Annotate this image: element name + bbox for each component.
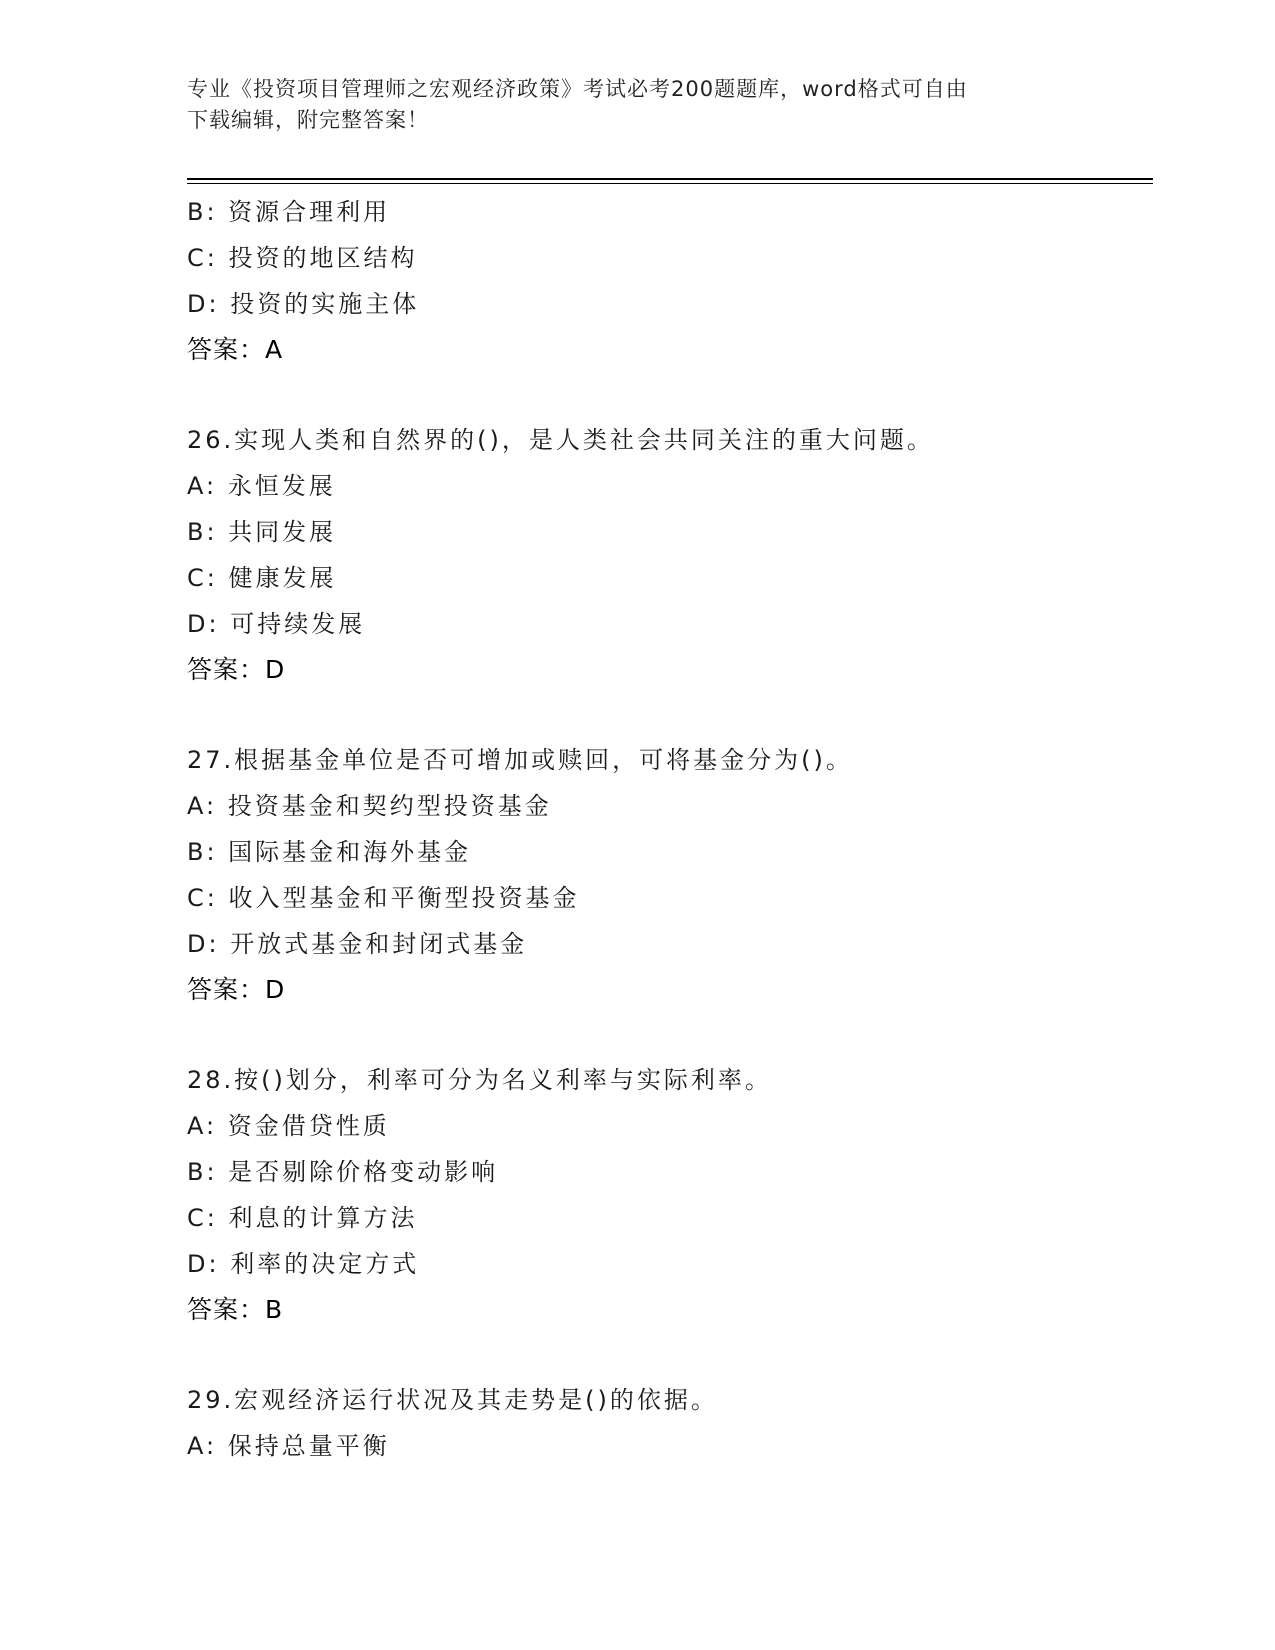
- option-a: A: 永恒发展: [187, 472, 336, 500]
- question-continuation: [187, 189, 1147, 373]
- answer-line: 答案：D: [187, 655, 286, 684]
- question-29: [187, 1377, 1147, 1469]
- option-c: C: 投资的地区结构: [187, 244, 418, 272]
- question-stem: 26.实现人类和自然界的()，是人类社会共同关注的重大问题。: [187, 426, 934, 454]
- answer-line: 答案：A: [187, 335, 284, 364]
- option-a: A: 投资基金和契约型投资基金: [187, 792, 552, 820]
- header-divider-thick: [187, 178, 1153, 180]
- header-divider-thin: [187, 183, 1153, 184]
- option-c: C: 健康发展: [187, 564, 337, 592]
- question-26: [187, 417, 1147, 693]
- option-d: D: 可持续发展: [187, 610, 366, 638]
- document-header: [187, 74, 1087, 136]
- question-stem: 28.按()划分，利率可分为名义利率与实际利率。: [187, 1066, 772, 1094]
- question-list: [187, 189, 1147, 1469]
- question-27: [187, 737, 1147, 1013]
- header-line-2: 下载编辑，附完整答案！: [187, 108, 429, 132]
- spacer: [187, 693, 1147, 737]
- option-c: C: 收入型基金和平衡型投资基金: [187, 884, 580, 912]
- option-d: D: 利率的决定方式: [187, 1250, 420, 1278]
- option-b: B: 资源合理利用: [187, 198, 391, 226]
- spacer: [187, 1333, 1147, 1377]
- option-b: B: 是否剔除价格变动影响: [187, 1158, 499, 1186]
- option-b: B: 共同发展: [187, 518, 337, 546]
- option-b: B: 国际基金和海外基金: [187, 838, 472, 866]
- answer-line: 答案：B: [187, 1295, 284, 1324]
- question-28: [187, 1057, 1147, 1333]
- option-d: D: 开放式基金和封闭式基金: [187, 930, 528, 958]
- question-stem: 29.宏观经济运行状况及其走势是()的依据。: [187, 1386, 718, 1414]
- header-line-1: 专业《投资项目管理师之宏观经济政策》考试必考200题题库，word格式可自由: [187, 77, 968, 101]
- answer-line: 答案：D: [187, 975, 286, 1004]
- spacer: [187, 1013, 1147, 1057]
- option-c: C: 利息的计算方法: [187, 1204, 418, 1232]
- option-a: A: 保持总量平衡: [187, 1432, 390, 1460]
- question-stem: 27.根据基金单位是否可增加或赎回，可将基金分为()。: [187, 746, 853, 774]
- spacer: [187, 373, 1147, 417]
- option-a: A: 资金借贷性质: [187, 1112, 390, 1140]
- option-d: D: 投资的实施主体: [187, 290, 420, 318]
